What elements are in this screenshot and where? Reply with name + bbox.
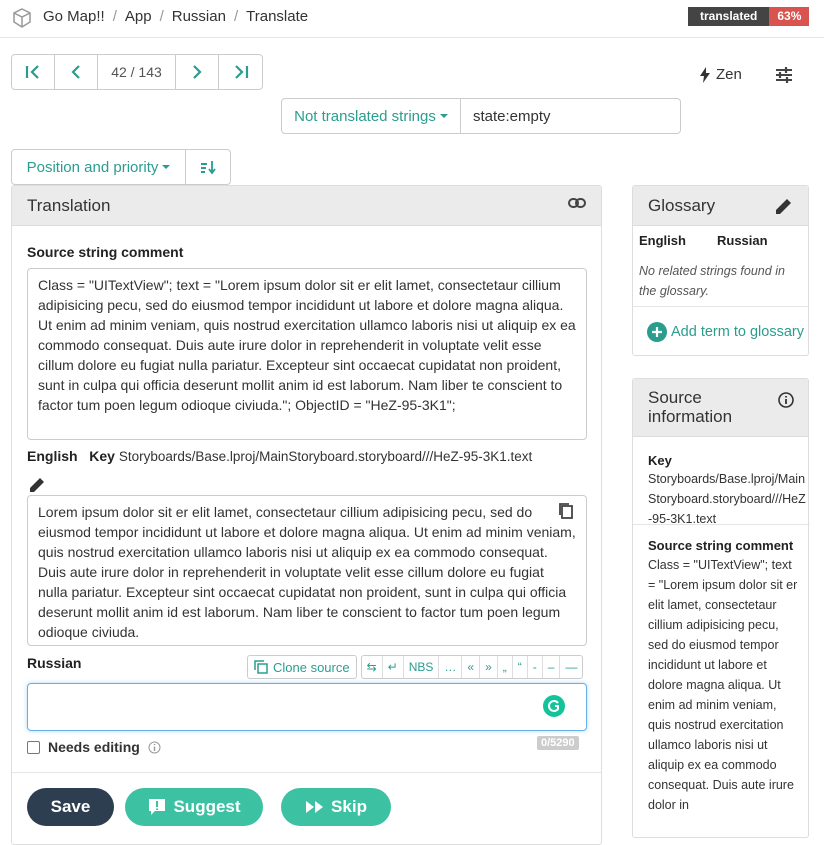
source-info-title: Source information [648, 388, 733, 426]
zen-label: Zen [716, 66, 742, 83]
string-pager [11, 54, 263, 90]
glossary-divider [633, 306, 808, 307]
source-comment-box [27, 268, 587, 440]
char-counter: 0/5290 [537, 736, 579, 750]
needs-editing-label: Needs editing [48, 739, 140, 755]
insert-high-quote-button[interactable]: “ [513, 656, 528, 678]
source-info-header [633, 379, 808, 437]
caret-down-icon [440, 114, 448, 118]
clone-icon [254, 660, 268, 674]
badge-value: 63% [769, 7, 809, 26]
source-info-comment-value: Class = "UITextView"; text = "Lorem ipsum dolor sit er elit lamet, consectetaur cillium adipisicing pecu, sed do eiusmod tempor incididunt ut labore et dolore magna aliqua. Ut enim ad minim veniam, quis nostrud exercitation ullamco laboris nisi ut aliquip ex ea commodo consequat. Duis aute irure dolor in [648, 558, 798, 812]
fast-forward-icon [305, 800, 325, 814]
sort-direction-icon [200, 160, 216, 174]
translation-textarea[interactable] [27, 683, 587, 731]
glossary-col-target: Russian [717, 233, 768, 248]
skip-label: Skip [331, 797, 367, 816]
translation-panel-title: Translation [27, 196, 111, 215]
first-string-button[interactable] [12, 55, 55, 89]
info-icon[interactable] [778, 392, 794, 408]
insert-em-dash-button[interactable]: — [565, 660, 578, 674]
translated-progress-badge[interactable] [688, 7, 809, 26]
settings-tune-icon[interactable] [775, 66, 793, 84]
glossary-panel [632, 185, 809, 356]
source-comment-text: Class = "UITextView"; text = "Lorem ipsum dolor sit er elit lamet, consectetaur cillium adipisicing pecu, sed do eiusmod tempor incididunt ut labore et dolore magna aliqua. Ut enim ad minim veniam, quis nostrud exercitation ullamco laboris nisi ut aliquip ex ea commodo consequat. Duis aute irure dolor in reprehenderit in voluptate velit esse cillum dolore eu fugiat nulla pariatur. Excepteur sint occaecat cupidatat non proident, sunt in culpa qui officia deserunt mollit anim id est laborum. Nam liber te conscient to factor tum poen legum odioque civiuda."; ObjectID = "HeZ-95-3K1"; [38, 277, 576, 413]
weblate-logo-icon[interactable] [12, 8, 32, 28]
breadcrumb-language[interactable]: Russian [171, 8, 226, 25]
source-language-label: English [27, 448, 78, 464]
key-value: Storyboards/Base.lproj/MainStoryboard.storyboard///HeZ-95-3K1.text [118, 449, 533, 464]
add-circle-icon [647, 322, 667, 342]
insert-low-quote-button[interactable]: „ [498, 656, 513, 678]
insert-nbsp-button[interactable]: NBS [404, 656, 440, 678]
grammarly-icon[interactable] [543, 695, 565, 717]
glossary-col-source: English [639, 233, 686, 248]
clone-source-label: Clone source [273, 659, 350, 675]
insert-newline-button[interactable]: ↵ [383, 656, 404, 678]
target-language-label: Russian [27, 655, 82, 671]
first-icon [25, 65, 41, 79]
source-info-divider [633, 524, 810, 525]
suggest-button[interactable] [125, 788, 263, 826]
insert-left-guillemet-button[interactable]: « [462, 656, 480, 678]
needs-editing-row [27, 739, 161, 755]
string-position: 42 / 143 [98, 55, 176, 89]
last-string-button[interactable] [219, 55, 262, 89]
key-label: Key [89, 448, 115, 464]
editor-toolbar [247, 655, 583, 679]
insert-en-dash-button[interactable]: – [543, 656, 561, 678]
special-characters [361, 655, 584, 679]
save-button[interactable] [27, 788, 114, 826]
edit-pencil-icon[interactable] [774, 196, 794, 216]
last-icon [233, 65, 249, 79]
sort-controls [11, 149, 231, 185]
source-information-panel [632, 378, 809, 838]
add-term-label: Add term to glossary [671, 324, 804, 340]
source-comment-label: Source string comment [27, 244, 184, 260]
sort-dropdown-label: Position and priority [26, 158, 159, 176]
sort-direction-button[interactable] [186, 150, 230, 184]
translation-panel-header [12, 186, 601, 226]
link-icon[interactable] [568, 197, 586, 209]
source-text: Lorem ipsum dolor sit er elit lamet, consectetaur cillium adipisicing pecu, sed do eiusmod tempor incididunt ut labore et dolore magna aliqua. Ut enim ad minim veniam, quis nostrud exercitation ullamco laboris nisi ut aliquip ex ea commodo consequat. Duis aute irure dolor in reprehenderit in voluptate velit esse cillum dolore eu fugiat nulla pariatur. Excepteur sint occaecat cupidatat non proident, sunt in culpa qui officia deserunt mollit anim id est laborum. Nam liber te conscient to factor tum poen legum odioque civiuda. [38, 504, 576, 640]
breadcrumb-project[interactable]: Go Map!! [43, 8, 105, 25]
insert-right-guillemet-button[interactable]: » [480, 656, 498, 678]
filter-query-input[interactable]: state:empty [461, 98, 681, 134]
suggest-label: Suggest [173, 797, 241, 816]
insert-hyphen-button[interactable]: - [528, 656, 543, 678]
glossary-empty-text: No related strings found in the glossary. [639, 264, 785, 298]
glossary-title: Glossary [648, 196, 716, 215]
filter-dropdown-label: Not translated strings [294, 107, 436, 125]
skip-button[interactable] [281, 788, 391, 826]
chevron-left-icon [70, 65, 82, 79]
edit-pencil-icon[interactable] [28, 476, 46, 494]
lightning-icon [700, 67, 710, 83]
source-info-comment-label: Source string comment [648, 538, 794, 553]
insert-tab-button[interactable]: ⇆ [362, 656, 383, 678]
search-filter [281, 98, 681, 134]
filter-dropdown[interactable] [281, 98, 461, 134]
suggest-icon [147, 797, 167, 817]
insert-ellipsis-button[interactable]: … [439, 656, 462, 678]
clone-source-button[interactable] [247, 655, 357, 679]
source-key-row [27, 448, 597, 464]
copy-icon[interactable] [558, 502, 574, 520]
next-string-button[interactable] [176, 55, 219, 89]
breadcrumb-page: Translate [246, 8, 309, 25]
zen-mode-button[interactable] [700, 66, 742, 83]
source-info-key-value: Storyboards/Base.lproj/MainStoryboard.storyboard///HeZ-95-3K1.text [648, 472, 806, 526]
info-icon[interactable] [148, 741, 161, 754]
badge-label: translated [688, 7, 769, 26]
top-navbar [0, 0, 824, 38]
caret-down-icon [162, 165, 170, 169]
sort-dropdown[interactable] [12, 150, 186, 184]
previous-string-button[interactable] [55, 55, 98, 89]
breadcrumb: Go Map!! / App / Russian / Translate [43, 8, 309, 25]
chevron-right-icon [191, 65, 203, 79]
needs-editing-checkbox[interactable] [27, 741, 40, 754]
source-info-key-label: Key [648, 453, 672, 468]
breadcrumb-component[interactable]: App [124, 8, 152, 25]
glossary-header [633, 186, 808, 226]
panel-divider [12, 772, 601, 773]
save-label: Save [50, 797, 91, 816]
add-term-button[interactable] [647, 322, 804, 342]
source-text-box [27, 495, 587, 646]
translation-panel [11, 185, 602, 845]
